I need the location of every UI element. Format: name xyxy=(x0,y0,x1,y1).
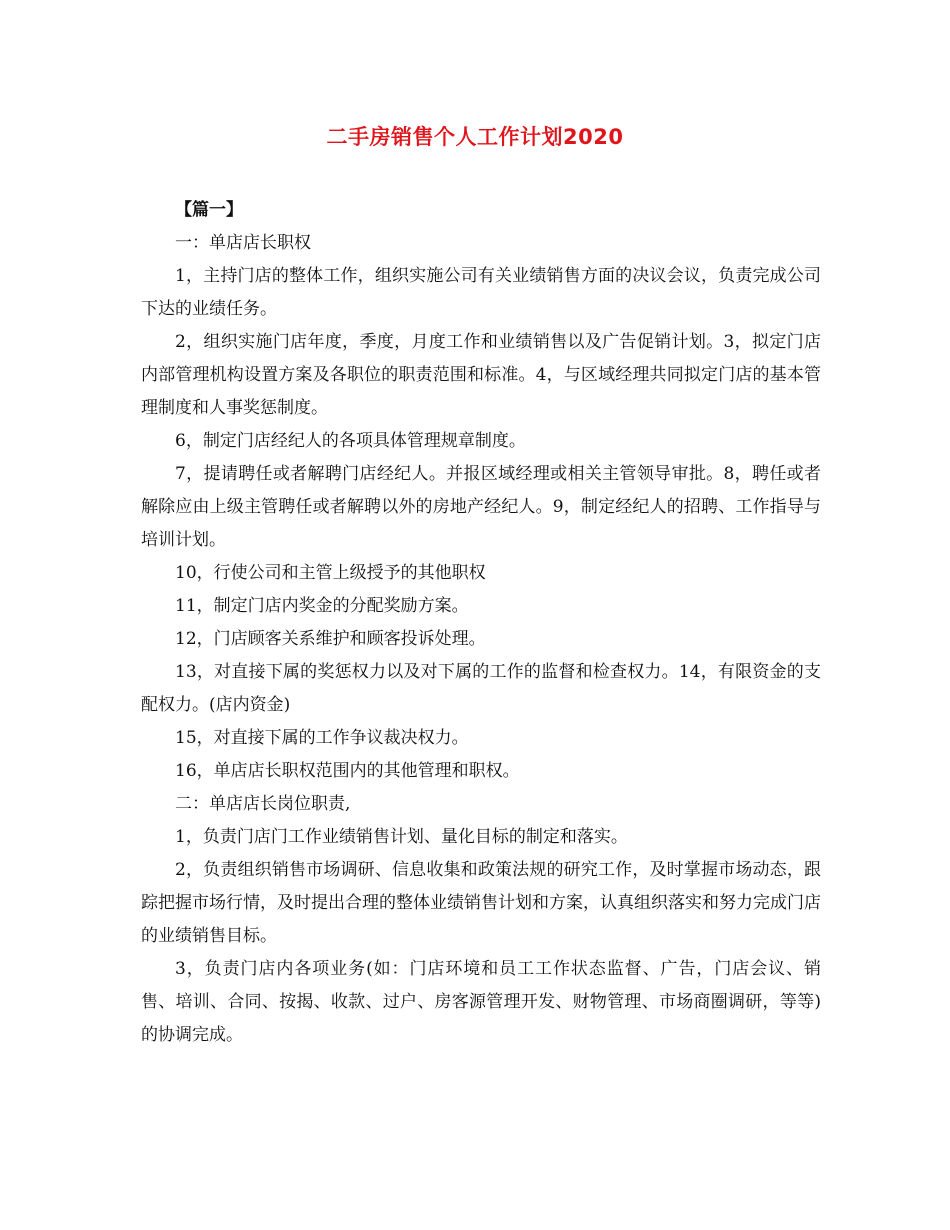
paragraph: 7，提请聘任或者解聘门店经纪人。并报区域经理或相关主管领导审批。8，聘任或者解除应由上级主管聘任或者解聘以外的房地产经纪人。9，制定经纪人的招聘、工作指导与培训计划。 xyxy=(141,464,821,550)
paragraph: 11，制定门店内奖金的分配奖励方案。 xyxy=(175,596,469,616)
paragraph: 10，行使公司和主管上级授予的其他职权 xyxy=(175,563,486,583)
paragraph: 1，负责门店门工作业绩销售计划、量化目标的制定和落实。 xyxy=(175,827,628,847)
paragraph: 2，负责组织销售市场调研、信息收集和政策法规的研究工作，及时掌握市场动态，跟踪把握市场行情，及时提出合理的整体业绩销售计划和方案，认真组织落实和努力完成门店的业绩销售目标。 xyxy=(141,860,821,946)
paragraph: 2，组织实施门店年度，季度，月度工作和业绩销售以及广告促销计划。3，拟定门店内部管理机构设置方案及各职位的职责范围和标准。4，与区域经理共同拟定门店的基本管理制度和人事奖惩制度。 xyxy=(141,332,821,418)
section-marker: 【篇一】 xyxy=(175,200,243,220)
section-heading: 二：单店店长岗位职责, xyxy=(175,794,351,814)
document-title: 二手房销售个人工作计划2020 xyxy=(326,125,624,149)
paragraph: 13，对直接下属的奖惩权力以及对下属的工作的监督和检查权力。14，有限资金的支配权力。(店内资金) xyxy=(141,662,821,715)
paragraph: 3，负责门店内各项业务(如：门店环境和员工工作状态监督、广告，门店会议、销售、培训、合同、按揭、收款、过户、房客源管理开发、财物管理、市场商圈调研，等等)的协调完成。 xyxy=(141,959,821,1045)
paragraph: 16，单店店长职权范围内的其他管理和职权。 xyxy=(175,761,520,781)
paragraph: 15，对直接下属的工作争议裁决权力。 xyxy=(175,728,469,748)
paragraph: 6，制定门店经纪人的各项具体管理规章制度。 xyxy=(175,431,526,451)
document-body xyxy=(141,194,821,1052)
paragraph: 12，门店顾客关系维护和顾客投诉处理。 xyxy=(175,629,486,649)
section-heading: 一：单店店长职权 xyxy=(175,233,311,253)
paragraph: 1，主持门店的整体工作，组织实施公司有关业绩销售方面的决议会议，负责完成公司下达的业绩任务。 xyxy=(141,266,821,319)
